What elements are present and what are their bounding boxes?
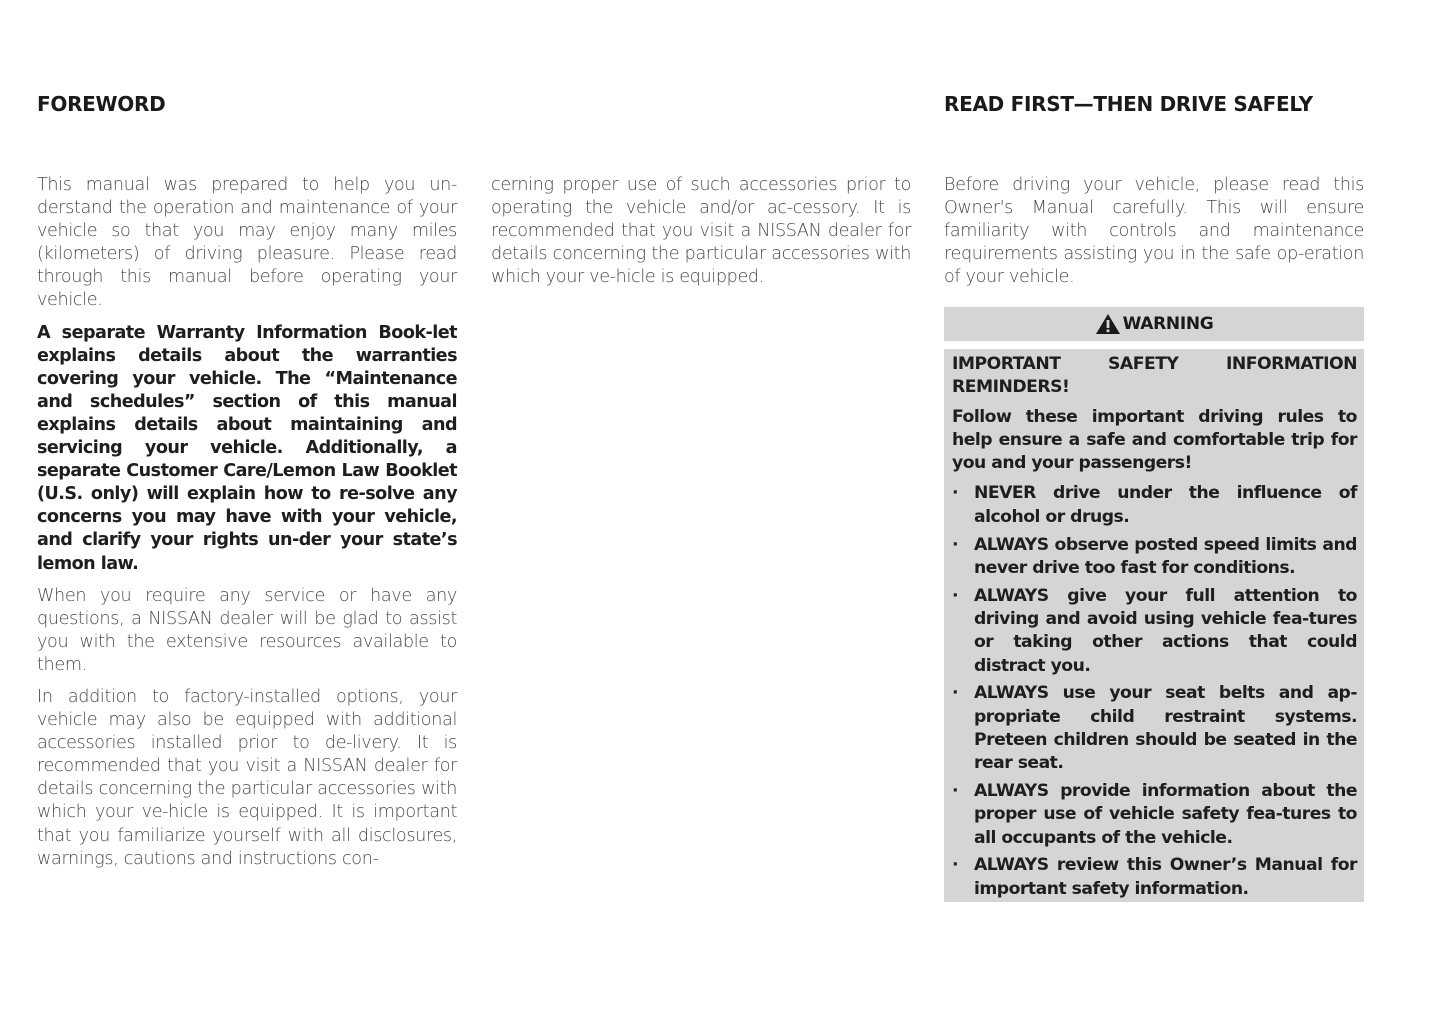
warning-lead: Follow these important driving rules to help ensure a safe and comfortable trip for you and your passengers! — [952, 407, 1357, 474]
foreword-paragraph-warranty: A separate Warranty Information Book-let explains details about the warranties covering your vehicle. The “Maintenance and schedules” section of this manual explains details about maintaining and servicing your vehicle. Additionally, a separate Customer Care/Lemon Law Booklet (U.S. only) will explain how to re-solve any concerns you may have with your vehicle, and clarify your rights un-der your state’s lemon law. — [37, 322, 457, 574]
warning-bullet-text: ALWAYS provide information about the proper use of vehicle safety fea-tures to all occupants of the vehicle. — [974, 781, 1357, 848]
read-first-intro: Before driving your vehicle, please read this Owner's Manual carefully. This will ensure familiarity with controls and maintenance requirements assisting you in the safe op-eration of your vehicle. — [944, 175, 1364, 288]
warning-bullet-item — [952, 780, 1357, 850]
warning-bullet-item — [952, 482, 1357, 529]
bullet-dot-icon: · — [952, 781, 959, 802]
bullet-dot-icon: · — [952, 855, 959, 876]
warning-bullet-item — [952, 682, 1357, 775]
foreword-column-2 — [491, 174, 911, 298]
warning-title: IMPORTANT SAFETY INFORMATION REMINDERS! — [952, 354, 1357, 398]
warning-bullet-list — [952, 482, 1357, 901]
foreword-paragraph-service: When you require any service or have any questions, a NISSAN dealer will be glad to assist you with the extensive resources available to them. — [37, 585, 457, 675]
read-first-heading: READ FIRST—THEN DRIVE SAFELY — [944, 92, 1313, 116]
warning-bullet-item — [952, 854, 1357, 901]
warning-bullet-text: NEVER drive under the influence of alcohol or drugs. — [974, 483, 1357, 527]
foreword-heading: FOREWORD — [37, 92, 166, 116]
foreword-paragraph-intro: This manual was prepared to help you un-derstand the operation and maintenance of your vehicle so that you may enjoy many miles (kilometers) of driving pleasure. Please read through this manual before operating your vehicle. — [37, 175, 457, 311]
bullet-dot-icon: · — [952, 483, 959, 504]
read-first-column — [944, 174, 1364, 298]
warning-bullet-text: ALWAYS give your full attention to driving and avoid using vehicle fea-tures or taking other actions that could distract you. — [974, 585, 1357, 676]
warning-bullet-item — [952, 585, 1357, 678]
foreword-column-1 — [37, 174, 457, 880]
bullet-dot-icon: · — [952, 683, 959, 704]
warning-header — [944, 307, 1364, 341]
warning-bullet-text: ALWAYS observe posted speed limits and never drive too fast for conditions. — [974, 534, 1357, 578]
bullet-dot-icon: · — [952, 534, 959, 555]
warning-label: WARNING — [1122, 314, 1214, 334]
foreword-paragraph-accessories-continued: cerning proper use of such accessories prior to operating the vehicle and/or ac-cessory. It is recommended that you visit a NISSAN dealer for details concerning the particular accessories with which your ve-hicle is equipped. — [491, 175, 911, 288]
bullet-dot-icon: · — [952, 585, 959, 606]
warning-bullet-item — [952, 534, 1357, 581]
foreword-paragraph-accessories: In addition to factory-installed options, your vehicle may also be equipped with additional accessories installed prior to de-livery. It is recommended that you visit a NISSAN dealer for details concerning the particular accessories with which your ve-hicle is equipped. It is important that you familiarize yourself with all disclosures, warnings, cautions and instructions con- — [37, 686, 457, 869]
warning-bullet-text: ALWAYS use your seat belts and ap-propriate child restraint systems. Preteen children should be seated in the rear seat. — [974, 683, 1357, 774]
warning-triangle-icon — [1095, 313, 1121, 335]
warning-box — [944, 349, 1364, 902]
warning-bullet-text: ALWAYS review this Owner’s Manual for important safety information. — [974, 855, 1357, 899]
